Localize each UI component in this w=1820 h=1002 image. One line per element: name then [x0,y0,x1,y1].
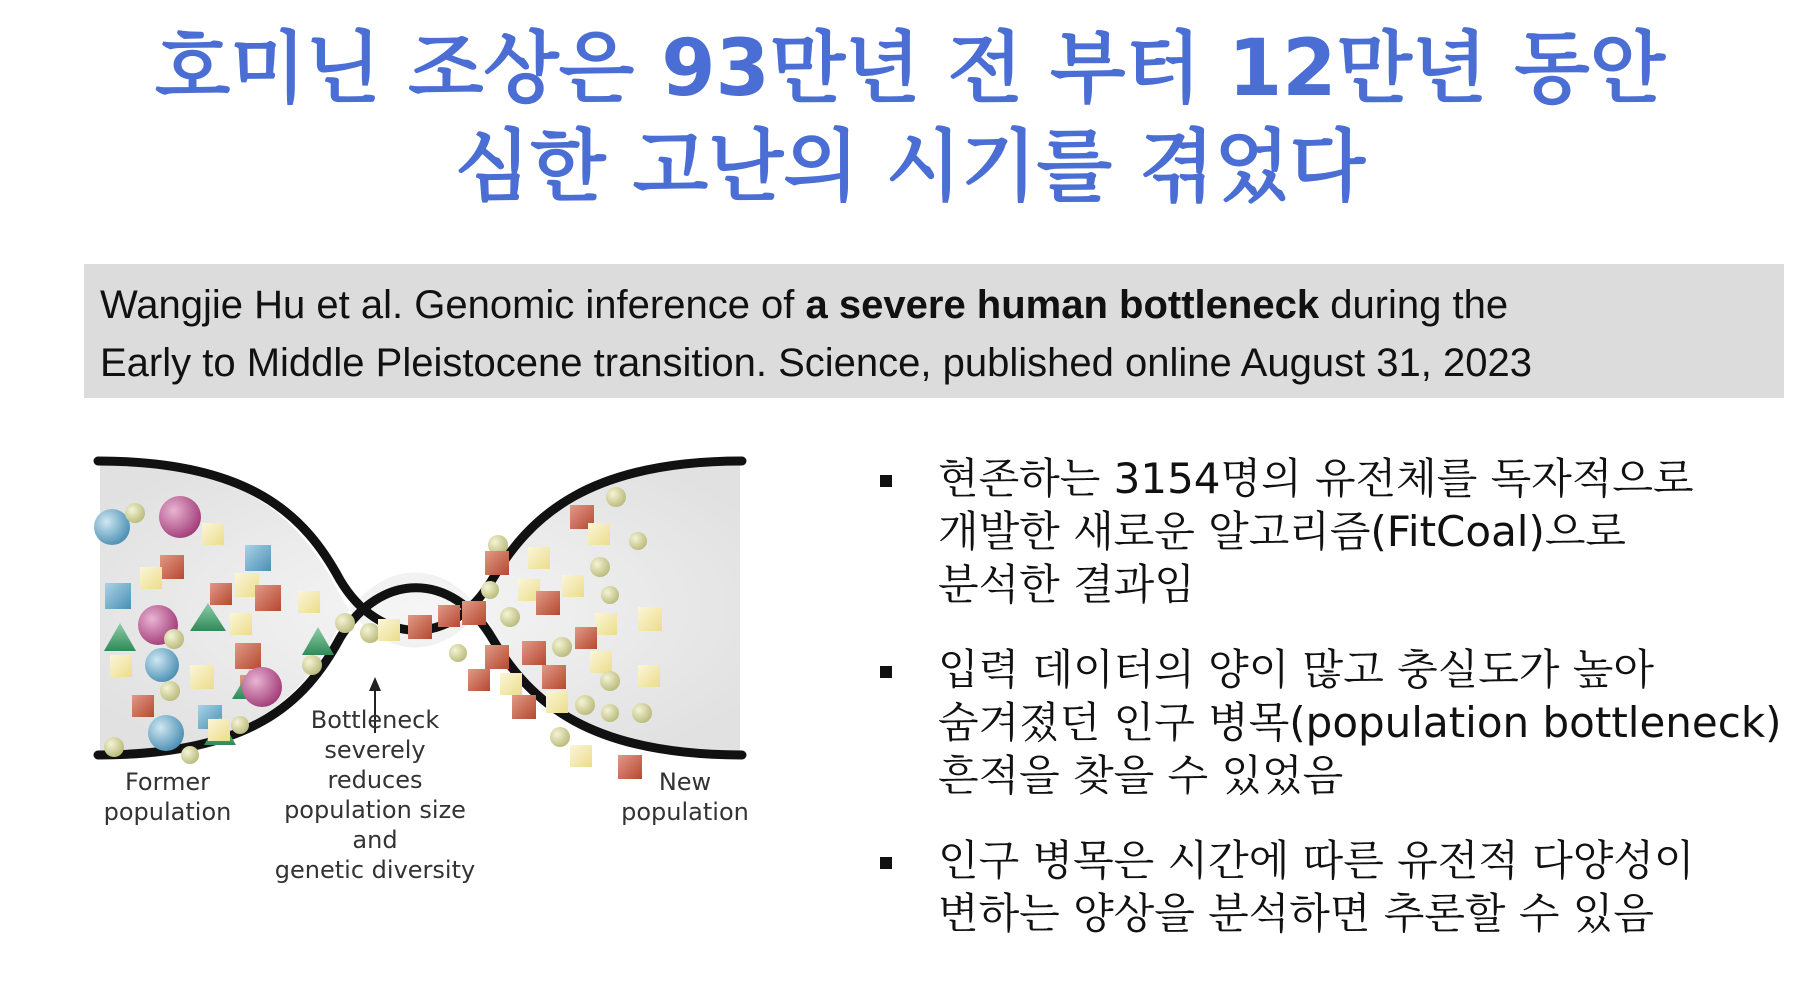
bullet-list [880,452,1800,972]
bullet-item-3 [880,834,1800,940]
page-title [0,20,1820,216]
bullet-2-line-3: 흔적을 찾을 수 있었음 [938,751,1344,800]
arrow-head [369,677,381,691]
citation-box [84,264,1784,398]
bottleneck-label: Bottleneck severely reduces population size and genetic diversity [274,706,476,884]
citation-bold: a severe human bottleneck [805,283,1320,327]
bullet-2-line-1: 입력 데이터의 양이 많고 충실도가 높아 [938,645,1654,694]
bullet-1-line-1: 현존하는 3154명의 유전체를 독자적으로 [938,454,1694,503]
citation-text-b: during the [1319,283,1509,327]
new-population-label: New population [621,768,749,826]
square-bullet-icon [880,857,892,869]
citation-line-2: Early to Middle Pleistocene transition. Science, published online August 31, 2023 [100,341,1533,385]
bullet-1-line-2: 개발한 새로운 알고리즘(FitCoal)으로 [938,507,1627,556]
former-population-label: Former population [103,768,232,826]
bullet-3-line-1: 인구 병목은 시간에 따른 유전적 다양성이 [938,836,1695,885]
bullet-1-line-3: 분석한 결과임 [938,560,1195,609]
bullet-2-line-2: 숨겨졌던 인구 병목(population bottleneck) [938,698,1782,747]
square-bullet-icon [880,666,892,678]
bullet-item-2 [880,643,1800,802]
citation-line-1 [100,276,1768,334]
bullet-3-line-2: 변하는 양상을 분석하면 추론할 수 있음 [938,889,1654,938]
title-line-1: 호미닌 조상은 93만년 전 부터 12만년 동안 [154,24,1666,114]
citation-text-a: Wangjie Hu et al. Genomic inference of [100,283,806,327]
title-line-2: 심한 고난의 시기를 겪었다 [454,122,1366,212]
square-bullet-icon [880,475,892,487]
bottleneck-diagram [90,455,810,995]
bullet-item-1 [880,452,1800,611]
